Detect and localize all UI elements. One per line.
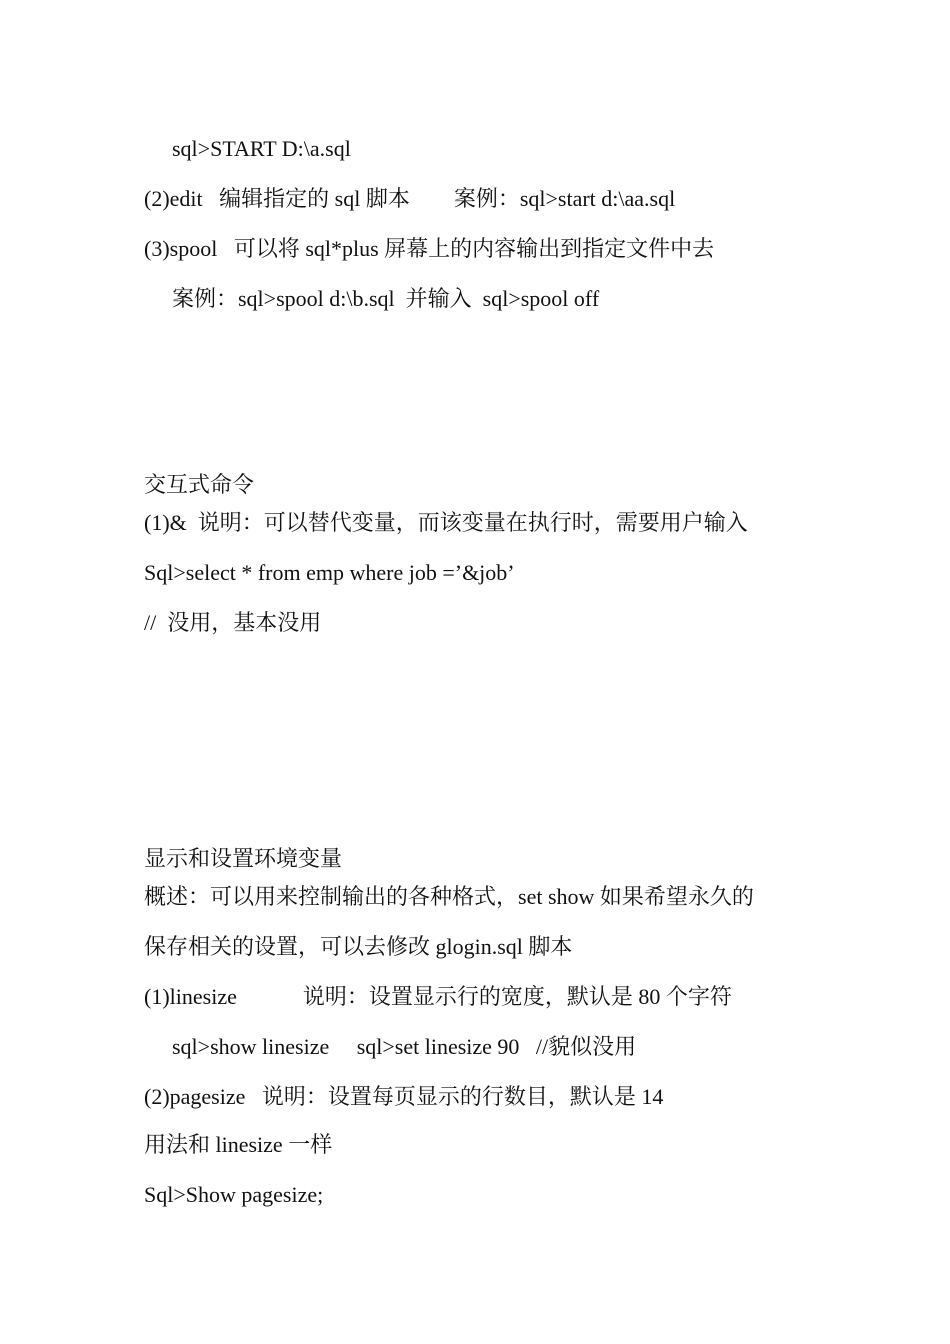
- edit-command-line: (2)edit 编辑指定的 sql 脚本 案例：sql>start d:\aa.sql: [144, 186, 676, 211]
- show-pagesize-line: Sql>Show pagesize;: [144, 1182, 324, 1207]
- section-heading-interactive: 交互式命令: [144, 472, 255, 497]
- comment-line: // 没用，基本没用: [144, 610, 322, 635]
- pagesize-line: (2)pagesize 说明：设置每页显示的行数目，默认是 14: [144, 1084, 664, 1109]
- overview-line-1: 概述：可以用来控制输出的各种格式，set show 如果希望永久的: [144, 884, 754, 909]
- pagesize-usage-line: 用法和 linesize 一样: [144, 1132, 333, 1157]
- overview-line-2: 保存相关的设置，可以去修改 glogin.sql 脚本: [144, 934, 573, 959]
- select-example-line: Sql>select * from emp where job =’&job’: [144, 560, 515, 585]
- ampersand-command-line: (1)& 说明：可以替代变量，而该变量在执行时，需要用户输入: [144, 510, 748, 535]
- linesize-example-line: sql>show linesize sql>set linesize 90 //貌似没用: [172, 1034, 637, 1059]
- code-line-start-script: sql>START D:\a.sql: [172, 136, 351, 161]
- spool-command-line: (3)spool 可以将 sql*plus 屏幕上的内容输出到指定文件中去: [144, 236, 715, 261]
- spool-example-line: 案例：sql>spool d:\b.sql 并输入 sql>spool off: [172, 286, 600, 311]
- section-heading-environment: 显示和设置环境变量: [144, 846, 343, 871]
- linesize-line: (1)linesize 说明：设置显示行的宽度，默认是 80 个字符: [144, 984, 732, 1009]
